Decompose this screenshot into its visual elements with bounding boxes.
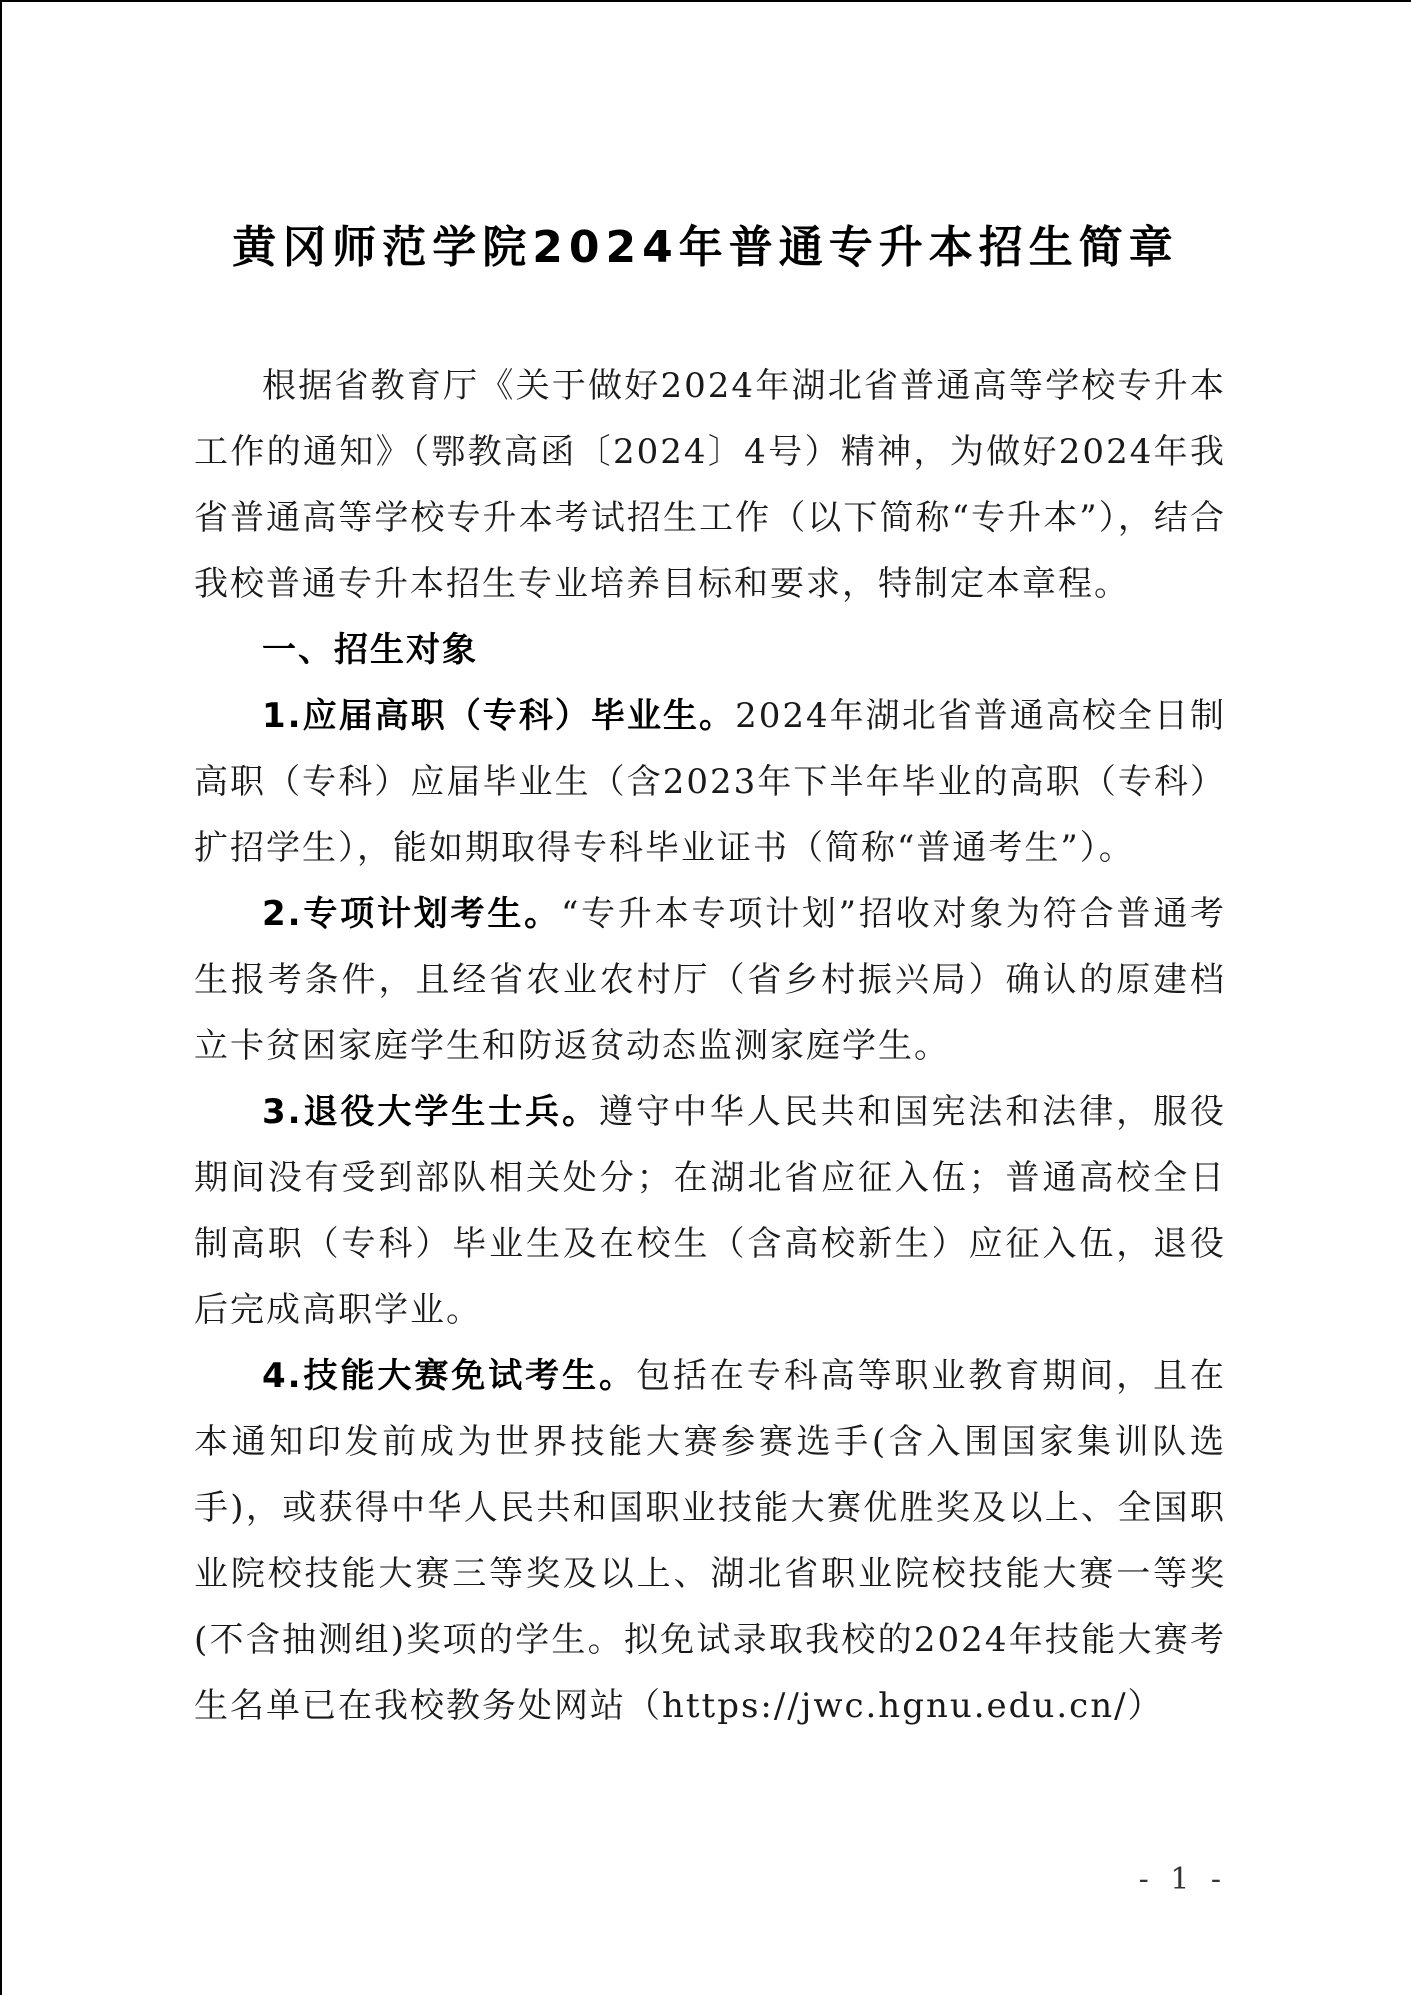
page-number: - 1 -: [1138, 1862, 1227, 1897]
document-title: 黄冈师范学院2024年普通专升本招生简章: [232, 222, 1179, 273]
item-paragraph-1: [194, 683, 1226, 881]
intro-paragraph: 根据省教育厅《关于做好2024年湖北省普通高等学校专升本工作的通知》（鄂教高函〔2024〕4号）精神，为做好2024年我省普通高等学校专升本考试招生工作（以下简称“专升本”），结合我校普通专升本招生专业培养目标和要求，特制定本章程。: [194, 366, 1226, 604]
item-text-4: 包括在专科高等职业教育期间，且在本通知印发前成为世界技能大赛参赛选手(含入围国家集训队选手)，或获得中华人民共和国职业技能大赛优胜奖及以上、全国职业院校技能大赛三等奖及以上、湖北省职业院校技能大赛一等奖(不含抽测组)奖项的学生。拟免试录取我校的2024年技能大赛考生名单已在我校教务处网站（https://jwc.hgnu.edu.cn/）: [194, 1356, 1227, 1726]
item-paragraph-2: [194, 881, 1226, 1079]
section-heading: 一、招生对象: [262, 630, 478, 670]
item-lead-4: 4.技能大赛免试考生。: [262, 1356, 636, 1396]
page-border-left: [0, 0, 2, 1995]
item-text-1: 2024年湖北省普通高校全日制高职（专科）应届毕业生（含2023年下半年毕业的高职（专科）扩招学生），能如期取得专科毕业证书（简称“普通考生”）。: [194, 696, 1226, 868]
item-lead-3: 3.退役大学生士兵。: [262, 1092, 600, 1132]
document-body: [194, 353, 1226, 1739]
item-lead-1: 1.应届高职（专科）毕业生。: [262, 696, 736, 736]
item-text-3: 遵守中华人民共和国宪法和法律，服役期间没有受到部队相关处分；在湖北省应征入伍；普通高校全日制高职（专科）毕业生及在校生（含高校新生）应征入伍，退役后完成高职学业。: [194, 1092, 1227, 1330]
item-text-2: “专升本专项计划”招收对象为符合普通考生报考条件，且经省农业农村厅（省乡村振兴局）确认的原建档立卡贫困家庭学生和防返贫动态监测家庭学生。: [194, 894, 1227, 1066]
item-lead-2: 2.专项计划考生。: [262, 894, 561, 934]
item-paragraph-3: [194, 1079, 1226, 1343]
item-paragraph-4: [194, 1343, 1226, 1739]
page-border-top: [0, 0, 1411, 2]
